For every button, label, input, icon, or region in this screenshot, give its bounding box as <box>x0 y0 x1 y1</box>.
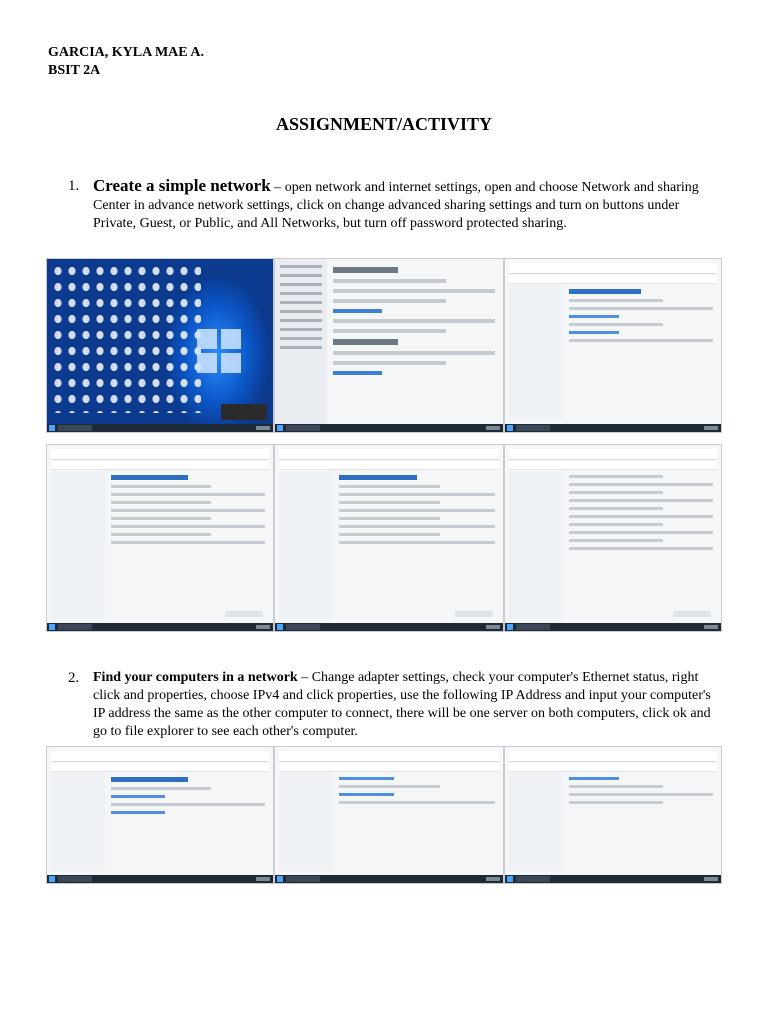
student-section: BSIT 2A <box>48 63 101 78</box>
document-title: ASSIGNMENT/ACTIVITY <box>275 114 493 134</box>
item-heading: Create a simple network <box>93 176 271 195</box>
item-number: 2. <box>68 670 80 686</box>
screenshot-desktop <box>46 258 274 433</box>
screenshot-sharing-center <box>504 258 722 433</box>
screenshot-adapter-settings <box>46 746 274 884</box>
item-description: – open network and internet settings, open and choose Network and sharing Center in advance network settings, click on change advanced sharing settings and turn on buttons under Private, Guest, or Public, and All Networks, but turn off password protected sharing. <box>93 180 699 231</box>
student-name: GARCIA, KYLA MAE A. <box>48 45 204 60</box>
instruction-item-2 <box>68 669 718 741</box>
screenshot-ethernet-properties <box>504 746 722 884</box>
item-body <box>93 177 718 233</box>
screenshot-advanced-sharing-3 <box>504 444 722 632</box>
screenshot-network-settings <box>274 258 504 433</box>
screenshot-advanced-sharing-1 <box>46 444 274 632</box>
author-block <box>48 44 204 80</box>
item-body <box>93 669 718 741</box>
instruction-item-1 <box>68 177 718 233</box>
item-number: 1. <box>68 178 80 194</box>
item-heading: Find your computers in a network <box>93 670 298 685</box>
item-description: – Change adapter settings, check your computer's Ethernet status, right click and properties, choose IPv4 and click properties, use the following IP Address and input your computer's IP address the same as the other computer to connect, there will be one server on both computers, click ok and go to file explorer to see each other's computer. <box>93 670 711 739</box>
screenshot-network-connections <box>274 746 504 884</box>
screenshot-advanced-sharing-2 <box>274 444 504 632</box>
